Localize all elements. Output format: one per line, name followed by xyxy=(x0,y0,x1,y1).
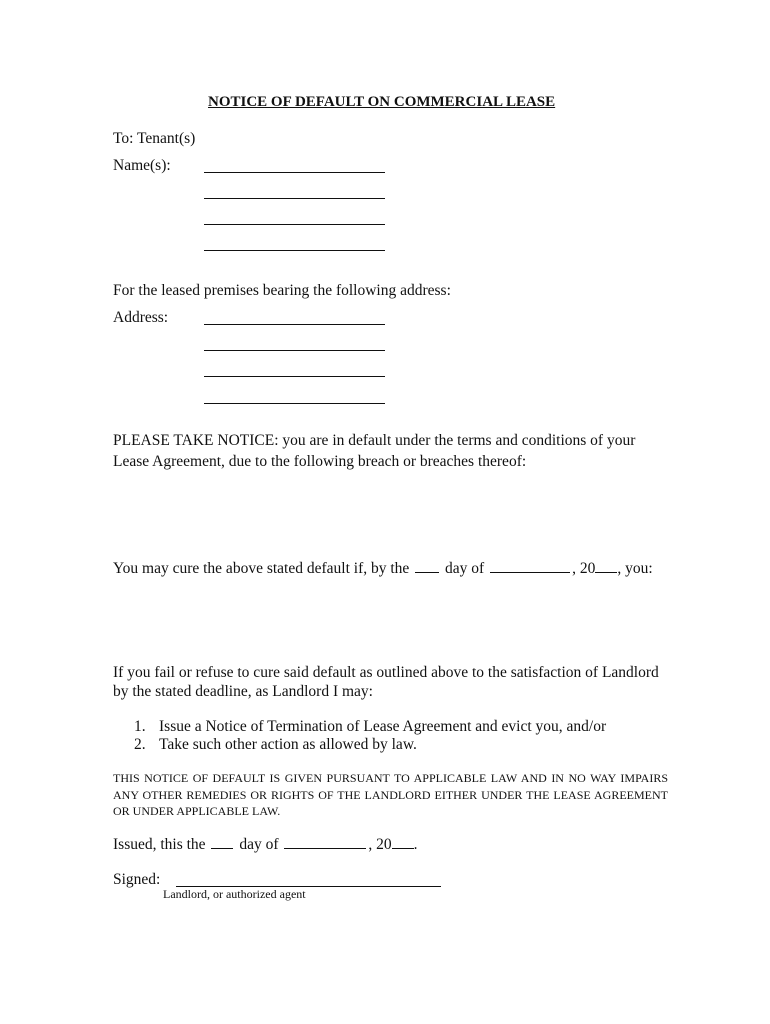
cure-month-field[interactable] xyxy=(490,558,570,573)
cure-year-field[interactable] xyxy=(595,558,617,573)
name-field-1[interactable] xyxy=(204,172,385,173)
notice-line-1: PLEASE TAKE NOTICE: you are in default under the terms and conditions of your xyxy=(113,432,636,449)
signer-caption: Landlord, or authorized agent xyxy=(163,887,306,901)
address-field-3[interactable] xyxy=(204,376,385,377)
issued-sentence xyxy=(113,834,417,854)
address-label: Address: xyxy=(113,309,169,326)
list-item-1-text: Issue a Notice of Termination of Lease Agreement and evict you, and/or xyxy=(159,718,607,735)
cure-text-2: day of xyxy=(445,560,485,577)
issued-text-1: Issued, this the xyxy=(113,836,206,853)
list-item-1-number: 1. xyxy=(134,718,146,735)
list-item-2-number: 2. xyxy=(134,736,146,753)
cure-text-3: , 20 xyxy=(572,560,596,577)
cure-day-field[interactable] xyxy=(415,558,439,573)
cure-text-4: , you: xyxy=(617,560,653,577)
issued-text-4: . xyxy=(413,836,418,853)
disclaimer: THIS NOTICE OF DEFAULT IS GIVEN PURSUANT TO APPLICABLE LAW AND IN NO WAY IMPAIRS ANY OTHER REMEDIES OR RIGHTS OF THE LANDLORD EITHER UNDER THE LEASE AGREEMENT OR UNDER APPLICABLE LAW. xyxy=(113,771,668,818)
document-title: NOTICE OF DEFAULT ON COMMERCIAL LEASE xyxy=(208,94,556,110)
names-label: Name(s): xyxy=(113,157,171,174)
issued-month-field[interactable] xyxy=(284,834,366,849)
name-field-4[interactable] xyxy=(204,250,385,251)
address-field-2[interactable] xyxy=(204,350,385,351)
issued-text-3: , 20 xyxy=(368,836,392,853)
list-item-2-text: Take such other action as allowed by law. xyxy=(159,736,417,753)
address-field-1[interactable] xyxy=(204,324,385,325)
notice-line-2: Lease Agreement, due to the following breach or breaches thereof: xyxy=(113,453,527,470)
cure-sentence xyxy=(113,558,653,578)
cure-text-1: You may cure the above stated default if, by the xyxy=(113,560,410,577)
issued-year-field[interactable] xyxy=(392,834,414,849)
to-label: To: Tenant(s) xyxy=(113,130,196,147)
fail-line-1: If you fail or refuse to cure said default as outlined above to the satisfaction of Landlord xyxy=(113,664,659,681)
signed-label: Signed: xyxy=(113,871,161,888)
issued-text-2: day of xyxy=(239,836,279,853)
issued-day-field[interactable] xyxy=(211,834,233,849)
premises-text: For the leased premises bearing the following address: xyxy=(113,282,451,299)
name-field-3[interactable] xyxy=(204,224,385,225)
address-field-4[interactable] xyxy=(204,403,385,404)
fail-line-2: by the stated deadline, as Landlord I may: xyxy=(113,683,373,700)
name-field-2[interactable] xyxy=(204,198,385,199)
